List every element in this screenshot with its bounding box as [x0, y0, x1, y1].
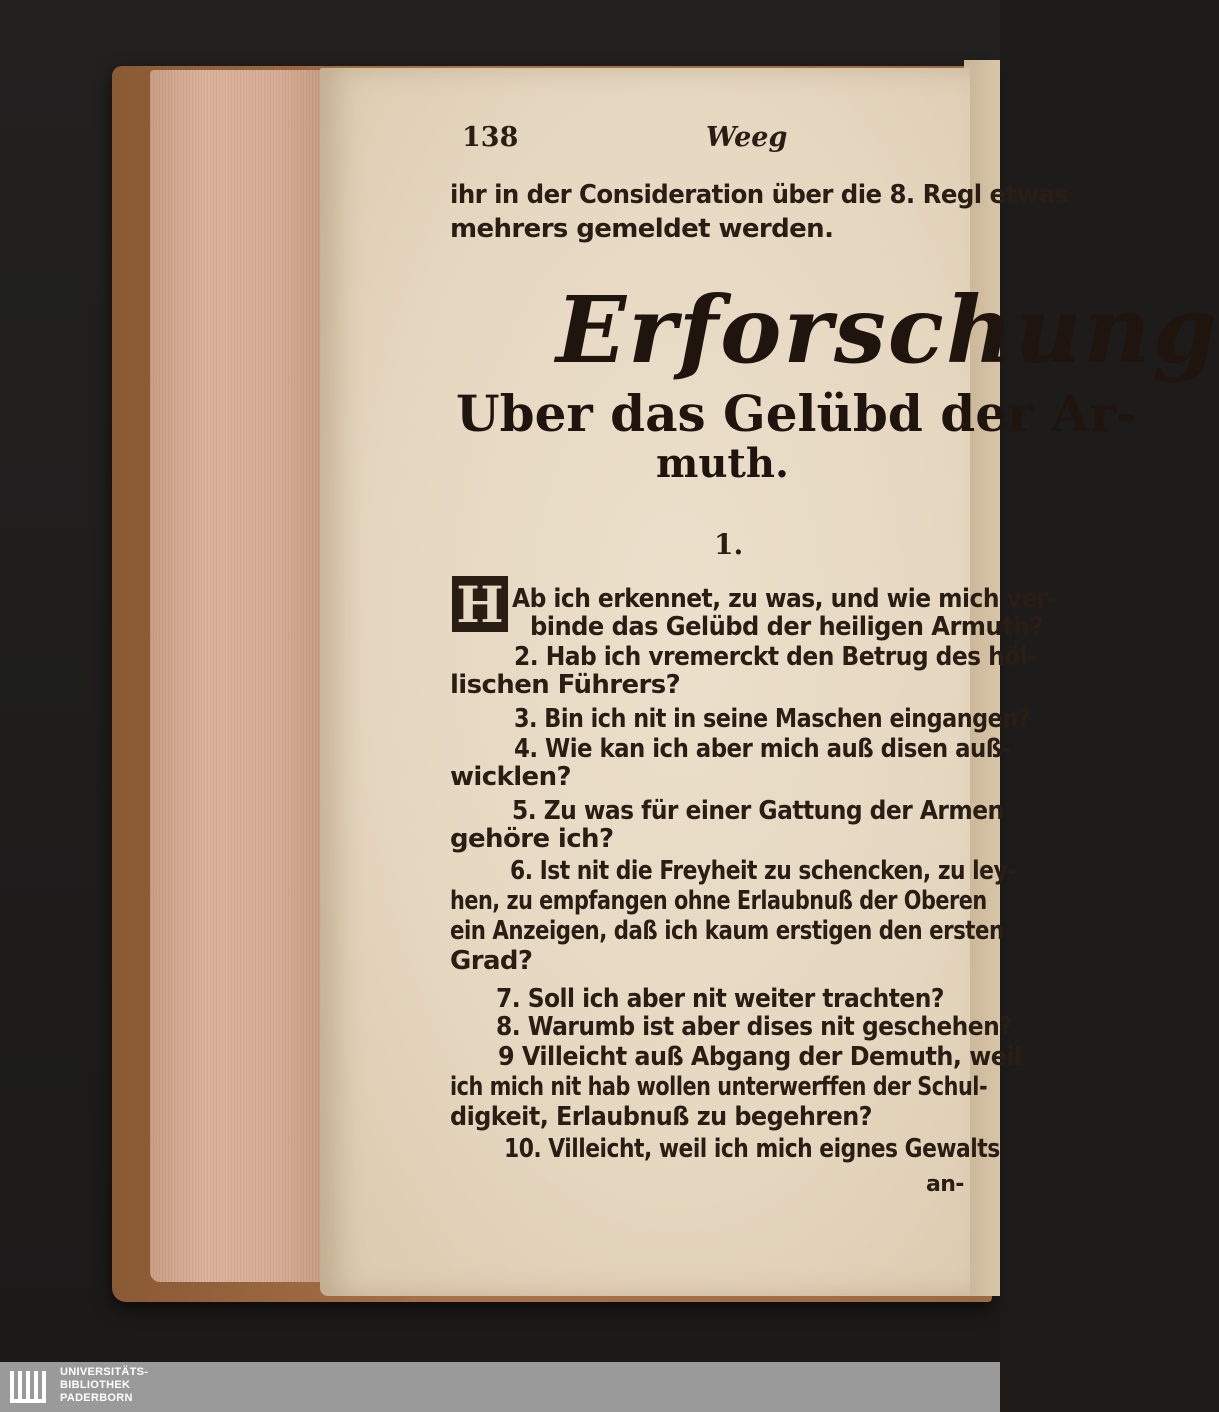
text-line: 3. Bin ich nit in seine Maschen eingangen?: [514, 704, 1031, 734]
text-line: ein Anzeigen, daß ich kaum erstigen den ersten: [450, 916, 1004, 946]
text-line: Grad?: [450, 946, 533, 976]
library-footer-bar: [0, 1362, 1000, 1412]
text-line: 10. Villeicht, weil ich mich eignes Gewalts: [504, 1134, 1000, 1164]
text-line: 6. Ist nit die Freyheit zu schencken, zu ley-: [510, 856, 1016, 886]
text-line: mehrers gemeldet werden.: [450, 214, 834, 244]
text-line: gehöre ich?: [450, 824, 614, 854]
section-subheading-cont: muth.: [656, 440, 789, 487]
text-line: binde das Gelübd der heiligen Armuth?: [530, 612, 1044, 642]
university-library-logo-icon: [10, 1369, 50, 1409]
running-head-title: Weeg: [706, 122, 788, 153]
library-name-line: UNIVERSITÄTS-: [60, 1366, 149, 1378]
text-line: digkeit, Erlaubnuß zu begehren?: [450, 1102, 873, 1132]
text-line: lischen Führers?: [450, 670, 681, 700]
page-number: 138: [462, 122, 519, 153]
text-line: 9 Villeicht auß Abgang der Demuth, weil: [498, 1042, 1022, 1072]
section-subheading: Uber das Gelübd der Ar-: [456, 384, 1137, 443]
text-line: 7. Soll ich aber nit weiter trachten?: [496, 984, 944, 1014]
drop-cap: H: [452, 576, 508, 632]
text-line: ich mich nit hab wollen unterwerffen der Schul-: [450, 1072, 988, 1102]
text-line: 5. Zu was für einer Gattung der Armen: [512, 796, 1004, 826]
section-number: 1.: [714, 528, 744, 561]
page-fore-edge: [150, 70, 332, 1282]
library-name-line: BIBLIOTHEK: [60, 1379, 131, 1391]
catchword: an-: [926, 1172, 964, 1197]
text-line: 8. Warumb ist aber dises nit geschehen?: [496, 1012, 1013, 1042]
text-line: ihr in der Consideration über die 8. Regl etwas: [450, 180, 1069, 210]
section-heading: Erforschung: [556, 276, 1219, 384]
text-line: 2. Hab ich vremerckt den Betrug des höl-: [514, 642, 1037, 672]
text-line: Ab ich erkennet, zu was, und wie mich ver-: [512, 584, 1057, 614]
text-line: wicklen?: [450, 762, 571, 792]
text-line: hen, zu empfangen ohne Erlaubnuß der Oberen: [450, 886, 987, 916]
text-line: 4. Wie kan ich aber mich auß disen auß-: [514, 734, 1011, 764]
library-name-line: PADERBORN: [60, 1392, 133, 1404]
library-name: [60, 1366, 148, 1405]
